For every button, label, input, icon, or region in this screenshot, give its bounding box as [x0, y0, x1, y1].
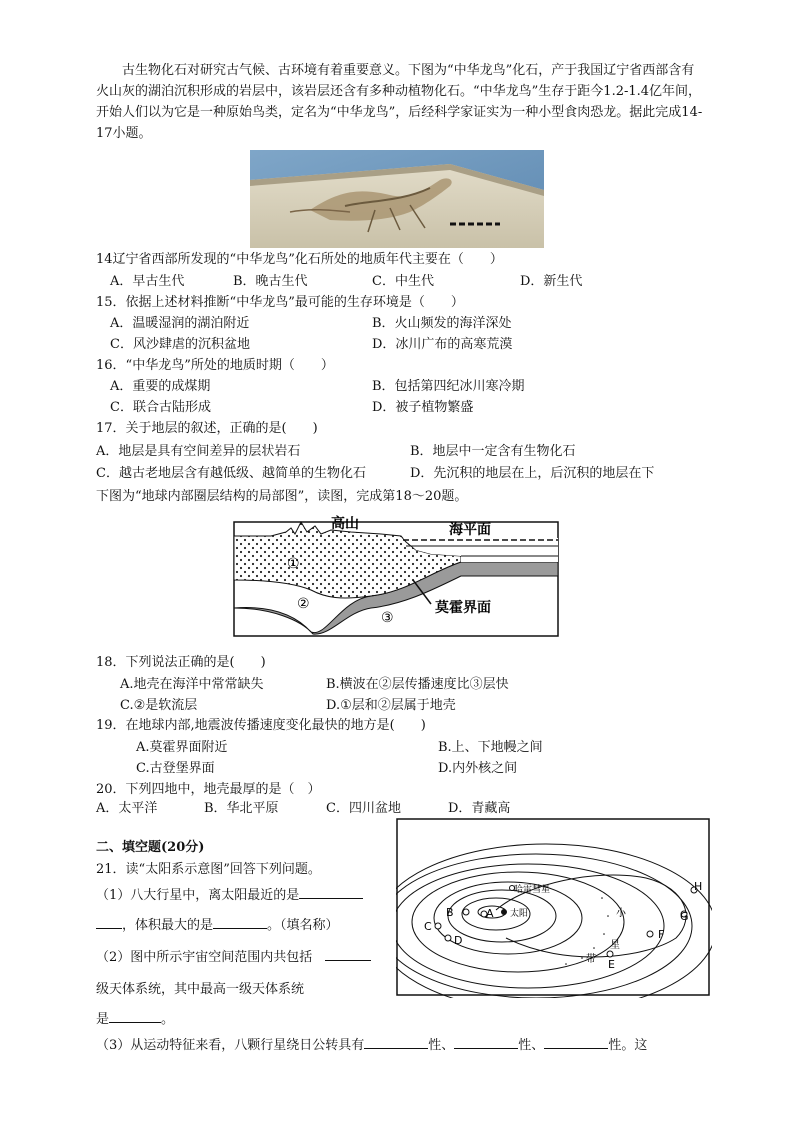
blank-feature-1[interactable] — [364, 1034, 428, 1049]
question-17: 17．关于地层的叙述，正确的是( ) — [96, 421, 318, 436]
q21-p2a: （2）图中所示宇宙空间范围内共包括 — [96, 950, 313, 965]
q21-p3a: （3）从运动特征来看，八颗行星绕日公转具有 — [96, 1038, 365, 1053]
question-19: 19．在地球内部,地震波传播速度变化最快的地方是( ) — [96, 718, 426, 733]
q17-option-a[interactable]: A．地层是具有空间差异的层状岩石 — [96, 444, 301, 459]
q21-p1b: ，体积最大的是 — [122, 918, 214, 933]
q18-option-d[interactable]: D.①层和②层属于地壳 — [326, 698, 456, 713]
question-15: 15．依据上述材料推断“中华龙鸟”最可能的生存环境是（ ） — [96, 295, 464, 310]
label-B: B — [446, 906, 454, 919]
q21-p3d: 性。这 — [608, 1038, 648, 1053]
q16-option-d[interactable]: D．被子植物繁盛 — [372, 400, 474, 415]
q20-option-c[interactable]: C．四川盆地 — [326, 801, 401, 816]
label-H: H — [694, 880, 703, 893]
q16-option-a[interactable]: A．重要的成煤期 — [110, 379, 211, 394]
label-layer-3: ③ — [381, 610, 394, 626]
q17-option-d[interactable]: D．先沉积的地层在上，后沉积的地层在下 — [410, 466, 655, 481]
solar-system-diagram — [396, 818, 712, 998]
blank-largest-planet[interactable] — [213, 914, 267, 929]
section-2-title: 二、填空题(20分) — [96, 840, 205, 855]
q18-option-b[interactable]: B.横波在②层传播速度比③层快 — [326, 677, 509, 692]
q21-p2c: 是 — [96, 1012, 110, 1027]
fossil-image — [250, 150, 544, 248]
blank-system-levels[interactable] — [325, 946, 371, 961]
intro-paragraph: 古生物化石对研究古气候、古环境有着重要意义。下图为“中华龙鸟”化石，产于我国辽宁省西部含有火山灰的湖泊沉积形成的岩层中，该岩层还含有多种动植物化石。“中华龙鸟”生存于距今1.2-1.4亿年间，开始人们以为它是一种原始鸟类，定名为“中华龙鸟”，后经科学家证实为一种小型食肉恐龙。据此完成14-17小题。 — [96, 63, 703, 141]
q18-option-a[interactable]: A.地壳在海洋中常常缺失 — [120, 677, 264, 692]
q16-option-c[interactable]: C．联合古陆形成 — [110, 400, 211, 415]
earth-structure-diagram — [231, 510, 561, 640]
label-D: D — [454, 934, 463, 947]
blank-nearest-planet-cont[interactable] — [96, 914, 122, 929]
q18-option-c[interactable]: C.②是软流层 — [120, 698, 198, 713]
q20-option-a[interactable]: A．太平洋 — [96, 801, 158, 816]
q16-option-b[interactable]: B．包括第四纪冰川寒冷期 — [372, 379, 525, 394]
q15-option-b[interactable]: B．火山频发的海洋深处 — [372, 316, 512, 331]
figure-intro: 下图为“地球内部圈层结构的局部图”，读图，完成第18～20题。 — [96, 489, 468, 504]
label-sun: 太阳 — [510, 909, 529, 919]
label-F: F — [658, 928, 665, 941]
question-21: 21．读“太阳系示意图”回答下列问题。 — [96, 862, 321, 877]
q19-option-a[interactable]: A.莫霍界面附近 — [136, 740, 228, 755]
label-mountain: 高山 — [331, 516, 359, 532]
label-C: C — [424, 920, 432, 933]
q21-p3b: 性、 — [428, 1038, 455, 1053]
label-layer-2: ② — [297, 596, 310, 612]
label-asteroid-xiao: 小 — [616, 908, 626, 919]
q14-option-d[interactable]: D．新生代 — [520, 274, 583, 289]
q21-part2-line2: 级天体系统，其中最高一级天体系统 — [96, 982, 305, 997]
question-14: 14辽宁省西部所发现的“中华龙鸟”化石所处的地质年代主要在（ ） — [96, 252, 503, 267]
q15-option-c[interactable]: C．风沙肆虐的沉积盆地 — [110, 337, 250, 352]
q14-option-c[interactable]: C．中生代 — [372, 274, 434, 289]
blank-feature-3[interactable] — [544, 1034, 608, 1049]
q15-option-d[interactable]: D．冰川广布的高寒荒漠 — [372, 337, 513, 352]
q20-option-d[interactable]: D．青藏高 — [448, 801, 511, 816]
intro-text — [96, 60, 706, 144]
q19-option-d[interactable]: D.内外核之间 — [438, 761, 518, 776]
q21-part2-line1 — [96, 946, 371, 965]
label-G: G — [680, 910, 689, 923]
question-18: 18．下列说法正确的是( ) — [96, 655, 266, 670]
label-asteroid-xing: 星 — [610, 940, 620, 951]
q21-part3-line1 — [96, 1034, 647, 1053]
label-moho: 莫霍界面 — [435, 600, 491, 616]
q19-option-b[interactable]: B.上、下地幔之间 — [438, 740, 543, 755]
q21-part1-line2 — [96, 914, 339, 933]
label-A: A — [486, 907, 494, 920]
q21-part1-line1 — [96, 884, 363, 903]
q21-p1a: （1）八大行星中，离太阳最近的是 — [96, 888, 300, 903]
label-E: E — [608, 958, 615, 971]
q15-option-a[interactable]: A．温暖湿润的湖泊附近 — [110, 316, 250, 331]
label-layer-1: ① — [287, 556, 300, 572]
question-16: 16．“中华龙鸟”所处的地质时期（ ） — [96, 358, 334, 373]
q19-option-c[interactable]: C.古登堡界面 — [136, 761, 215, 776]
q20-option-b[interactable]: B．华北平原 — [204, 801, 279, 816]
q14-option-b[interactable]: B．晚古生代 — [233, 274, 308, 289]
q14-option-a[interactable]: A．早古生代 — [110, 274, 185, 289]
q17-option-b[interactable]: B．地层中一定含有生物化石 — [410, 444, 576, 459]
q17-option-c[interactable]: C．越古老地层含有越低级、越简单的生物化石 — [96, 466, 366, 481]
blank-nearest-planet[interactable] — [299, 884, 363, 899]
question-20: 20．下列四地中，地壳最厚的是（ ） — [96, 782, 321, 797]
label-halley-comet: 哈雷彗星 — [514, 885, 551, 895]
label-asteroid-dai: 带 — [586, 954, 596, 965]
q21-p2d: 。 — [161, 1012, 175, 1027]
blank-feature-2[interactable] — [454, 1034, 518, 1049]
q21-p3c: 性、 — [518, 1038, 545, 1053]
blank-highest-system[interactable] — [109, 1008, 161, 1023]
label-sea-level: 海平面 — [449, 522, 491, 538]
q21-part2-line3 — [96, 1008, 174, 1027]
q21-p1c: 。（填名称） — [267, 918, 339, 933]
